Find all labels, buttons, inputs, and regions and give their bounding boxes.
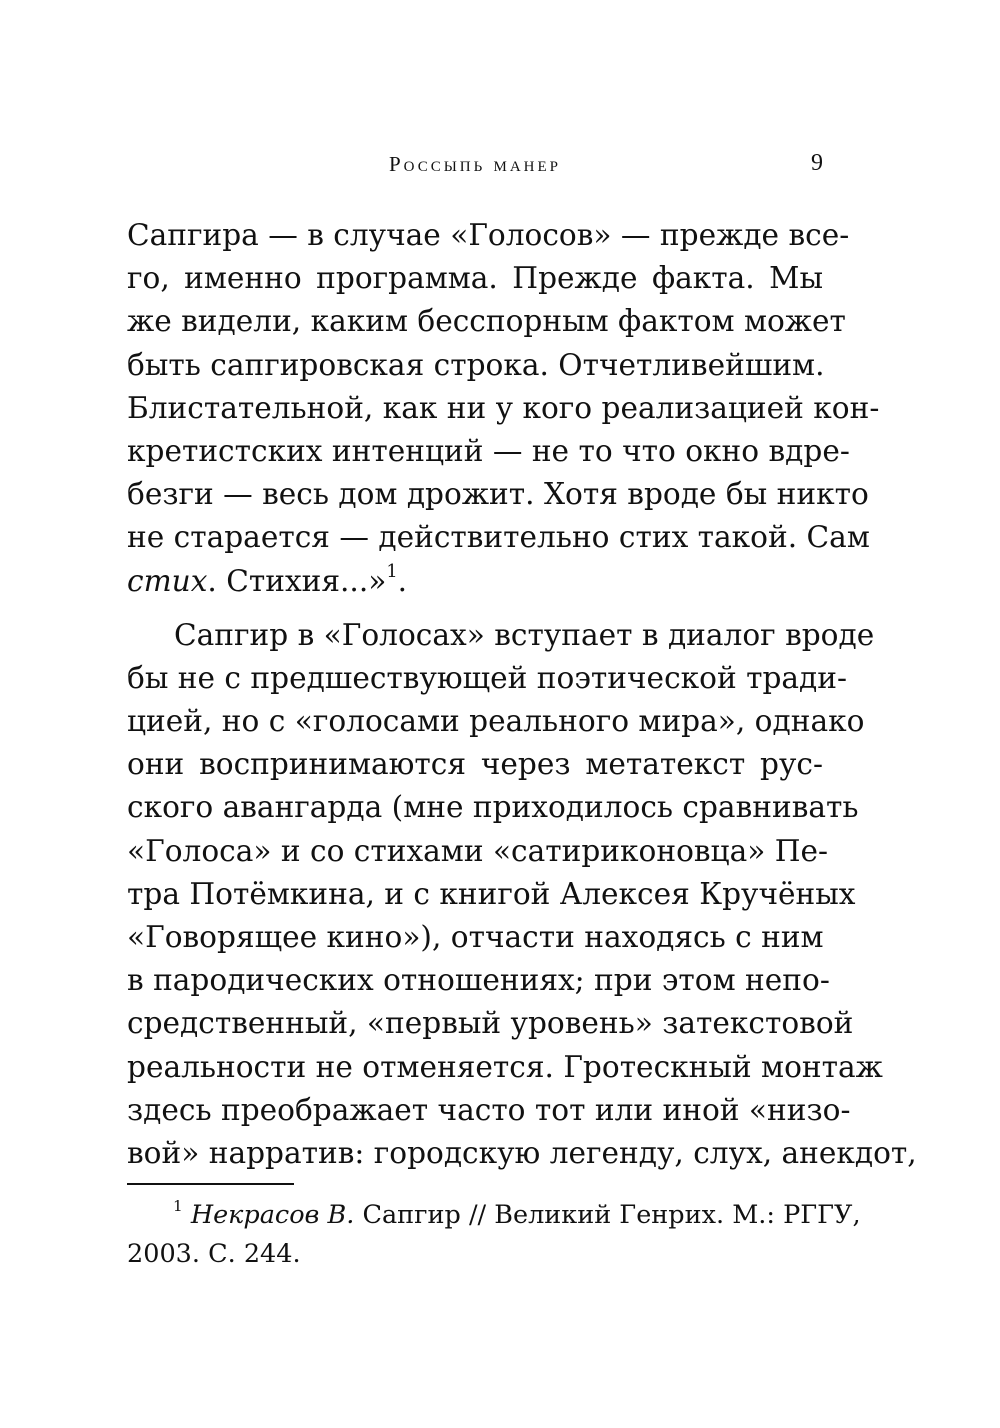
- footnote-separator: [127, 1183, 294, 1185]
- text-line: вой» нарратив: городскую легенду, слух, анекдот,: [127, 1135, 917, 1170]
- text-line: они воспринимаются через метатекст рус-: [127, 747, 823, 782]
- text-line: бы не с предшествующей поэтической тради-: [127, 660, 847, 695]
- text-line: Блистательной, как ни у кого реализацией кон-: [127, 390, 880, 425]
- text-line-last: [127, 560, 823, 603]
- text-line: го, именно программа. Прежде факта. Мы: [127, 261, 823, 296]
- text-line: в пародических отношениях; при этом непо-: [127, 963, 830, 998]
- body-text: [127, 214, 917, 1175]
- footnote-line: [127, 1196, 861, 1235]
- paragraph-2: [127, 614, 917, 1175]
- line-text: . Стихия...»: [207, 563, 387, 598]
- text-line: не старается — действительно стих такой. Сам: [127, 520, 870, 555]
- text-line: кретистских интенций — не то что окно вдре-: [127, 433, 850, 468]
- footnotes: [127, 1196, 861, 1274]
- italic-word: стих: [127, 563, 208, 598]
- text-line: «Голоса» и со стихами «сатириконовца» Пе-: [127, 833, 829, 868]
- footnote-number: 1: [173, 1196, 183, 1215]
- line-end: .: [397, 563, 408, 598]
- text-line: ского авангарда (мне приходилось сравнивать: [127, 790, 859, 825]
- text-line: цией, но с «голосами реального мира», однако: [127, 704, 865, 739]
- running-title: Россыпь манер: [389, 152, 561, 176]
- text-line: реальности не отменяется. Гротескный монтаж: [127, 1049, 883, 1084]
- text-line: же видели, каким бесспорным фактом может: [127, 304, 846, 339]
- text-line: здесь преображает часто тот или иной «низо-: [127, 1092, 851, 1127]
- paragraph-1: [127, 214, 880, 603]
- text-line: тра Потёмкина, и с книгой Алексея Кручёных: [127, 876, 856, 911]
- footnote-text: Сапгир // Великий Генрих. М.: РГГУ,: [354, 1200, 861, 1230]
- text-line-first: Сапгир в «Голосах» вступает в диалог вроде: [174, 617, 875, 652]
- text-line: безги — весь дом дрожит. Хотя вроде бы никто: [127, 477, 869, 512]
- footnote-author: Некрасов В.: [190, 1200, 355, 1230]
- text-line: «Говорящее кино»), отчасти находясь с ним: [127, 920, 824, 954]
- footnote-line-last: 2003. С. 244.: [127, 1239, 301, 1269]
- text-line: быть сапгировская строка. Отчетливейшим.: [127, 347, 825, 382]
- page-number: 9: [811, 150, 823, 176]
- running-header: [127, 150, 823, 186]
- text-line: средственный, «первый уровень» затекстовой: [127, 1006, 854, 1041]
- footnote-reference[interactable]: 1: [386, 561, 398, 582]
- text-line: Сапгира — в случае «Голосов» — прежде все-: [127, 218, 850, 252]
